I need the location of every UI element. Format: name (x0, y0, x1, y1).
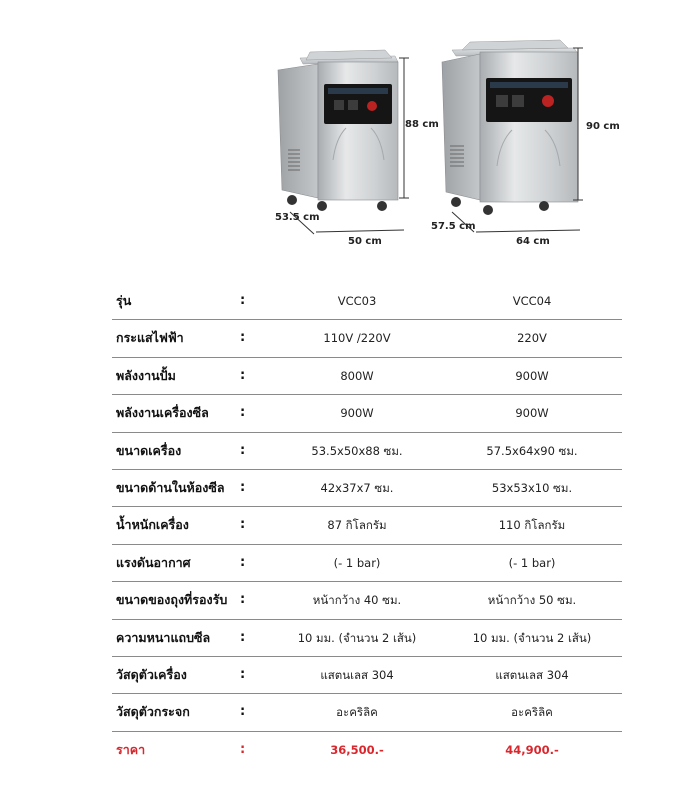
vcc04-value: 900W (515, 406, 549, 421)
vcc03-value: อะคริลิค (336, 705, 378, 720)
vcc03-value: VCC03 (337, 294, 377, 308)
spec-row-lid-material (112, 694, 622, 731)
row-colon: : (240, 741, 246, 757)
spec-row-sealer-power (112, 395, 622, 432)
vcc03-value: 900W (340, 406, 374, 421)
vcc04-value: 53x53x10 ซม. (491, 480, 573, 495)
row-colon: : (240, 704, 246, 720)
row-label: พลังงานปั้ม (116, 367, 176, 383)
row-colon: : (240, 330, 246, 346)
row-label: ขนาดเครื่อง (116, 442, 182, 458)
row-colon: : (240, 554, 246, 570)
row-colon: : (240, 442, 246, 458)
vcc03-height-label: 88 cm (405, 119, 439, 130)
row-label: วัสดุตัวกระจก (116, 704, 190, 720)
vcc03-depth-label: 53.5 cm (275, 212, 320, 223)
vcc04-value: หน้ากว้าง 50 ซม. (487, 593, 577, 608)
vcc03-value: 10 มม. (จำนวน 2 เส้น) (297, 630, 417, 645)
vcc03-value: 53.5x50x88 ซม. (311, 443, 403, 458)
vcc04-value: 220V (517, 331, 547, 346)
row-label: กระแสไฟฟ้า (116, 330, 184, 346)
row-label: วัสดุตัวเครื่อง (116, 666, 187, 682)
vcc03-value: 800W (340, 368, 374, 383)
vcc03-value: 42x37x7 ซม. (320, 480, 394, 495)
vcc04-price: 44,900.- (505, 742, 559, 757)
vcc04-value: VCC04 (512, 294, 552, 308)
vcc04-value: อะคริลิค (511, 705, 553, 720)
row-colon: : (240, 479, 246, 495)
spec-row-chamber-size (112, 470, 622, 507)
row-label: รุ่น (116, 293, 132, 308)
vcc03-width-label: 50 cm (348, 236, 382, 247)
spec-row-weight (112, 507, 622, 544)
vcc04-value: (- 1 bar) (508, 555, 556, 570)
spec-row-seal-thickness (112, 620, 622, 657)
vcc04-width-label: 64 cm (516, 236, 550, 247)
vcc04-value: 900W (515, 368, 549, 383)
row-colon: : (240, 367, 246, 383)
row-colon: : (240, 293, 246, 308)
row-colon: : (240, 517, 246, 533)
spec-row-bag-size (112, 582, 622, 619)
row-label: ขนาดด้านในห้องซีล (116, 479, 225, 495)
row-colon: : (240, 629, 246, 645)
spec-row-pressure (112, 545, 622, 582)
machine-vcc03 (278, 50, 398, 211)
spec-table (112, 283, 622, 768)
row-label: ราคา (116, 741, 146, 757)
vcc04-value: 110 กิโลกรัม (498, 518, 566, 533)
spec-row-machine-size (112, 433, 622, 470)
vcc03-value: หน้ากว้าง 40 ซม. (312, 593, 402, 608)
row-label: แรงดันอากาศ (116, 554, 191, 570)
row-label: พลังงานเครื่องซีล (116, 405, 209, 421)
row-colon: : (240, 405, 246, 421)
vcc04-value: แสตนเลส 304 (495, 667, 569, 682)
spec-row-model (112, 283, 622, 320)
spec-row-pump-power (112, 358, 622, 395)
row-label: ขนาดของถุงที่รองรับ (116, 592, 228, 608)
vcc03-value: 110V /220V (323, 331, 391, 346)
product-figure (0, 0, 700, 260)
spec-row-price (112, 732, 622, 768)
row-colon: : (240, 666, 246, 682)
row-label: ความหนาแถบซีล (116, 629, 211, 645)
vcc03-value: (- 1 bar) (333, 555, 381, 570)
vcc04-depth-label: 57.5 cm (431, 221, 476, 232)
vcc03-price: 36,500.- (330, 742, 384, 757)
row-label: น้ำหนักเครื่อง (116, 517, 189, 533)
row-colon: : (240, 592, 246, 608)
machine-vcc04 (442, 40, 578, 215)
vcc03-value: แสตนเลส 304 (320, 667, 394, 682)
vcc04-value: 57.5x64x90 ซม. (486, 443, 578, 458)
vcc03-value: 87 กิโลกรัม (327, 518, 387, 533)
spec-row-voltage (112, 320, 622, 357)
spec-row-body-material (112, 657, 622, 694)
vcc04-height-label: 90 cm (586, 121, 620, 132)
vcc04-value: 10 มม. (จำนวน 2 เส้น) (472, 630, 592, 645)
